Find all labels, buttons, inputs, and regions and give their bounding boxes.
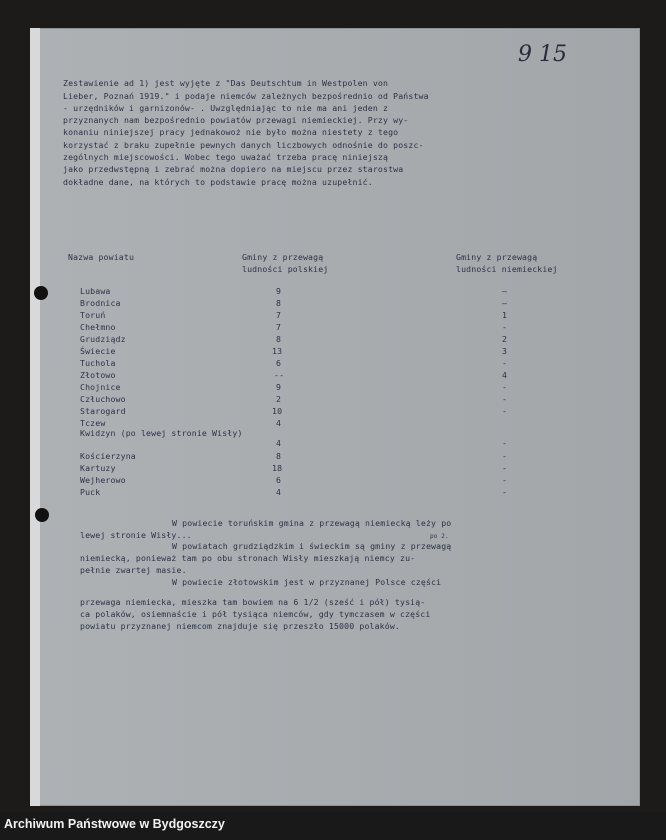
polish-count: 4 (276, 487, 282, 497)
county-name: Grudziądz (80, 334, 126, 344)
col-header-polish: Gminy z przewagą (242, 252, 324, 262)
county-name: Brodnica (80, 298, 121, 308)
col-header-german: ludności niemieckiej (456, 264, 558, 274)
german-count: - (502, 438, 508, 448)
intro-line: zególnych miejscowości. Wobec tego uważać trzeba pracę niniejszą (63, 152, 389, 162)
intro-line: Lieber, Poznań 1919." i podaje niemców zależnych bezpośrednio od Państwa (63, 91, 429, 101)
german-count: - (502, 382, 508, 392)
county-name: Człuchowo (80, 394, 126, 404)
intro-line: konaniu niniejszej pracy jednakowoż nie było można niestety z tego (63, 127, 399, 137)
german-count: - (502, 463, 508, 473)
county-name: Puck (80, 487, 101, 497)
intro-line: Zestawienie ad 1) jest wyjęte z "Das Deutschtum in Westpolen von (63, 78, 389, 88)
german-count: - (502, 406, 508, 416)
county-name: Złotowo (80, 370, 116, 380)
intro-line: dokładne dane, na których to podstawie pracę można uzupełnić. (63, 177, 373, 187)
polish-count: 8 (276, 298, 282, 308)
note-line: W powiatach grudziądzkim i świeckim są gminy z przewagą (172, 541, 452, 551)
page-edge (30, 28, 40, 806)
handwritten-page-number: 9 15 (518, 42, 567, 67)
county-name: Starogard (80, 406, 126, 416)
note-line: lewej stronie Wisły... (80, 530, 192, 540)
german-count: — (502, 286, 508, 296)
polish-count: 7 (276, 310, 282, 320)
polish-count: 6 (276, 475, 282, 485)
polish-count: 10 (272, 406, 283, 416)
german-count: - (502, 394, 508, 404)
county-name: Kwidzyn (po lewej stronie Wisły) (80, 428, 243, 438)
col-header-german: Gminy z przewagą (456, 252, 538, 262)
county-name: Wejherowo (80, 475, 126, 485)
note-line: ca polaków, osiemnaście i pół tysiąca niemców, gdy tymczasem w części (80, 609, 431, 619)
german-count: 4 (502, 370, 508, 380)
polish-count: 18 (272, 463, 283, 473)
note-line: powiatu przyznanej niemcom znajduje się przeszło 15000 polaków. (80, 621, 400, 631)
county-name: Kościerzyna (80, 451, 136, 461)
polish-count: -- (274, 370, 285, 380)
county-name: Toruń (80, 310, 106, 320)
note-line: przewaga niemiecka, mieszka tam bowiem na 6 1/2 (sześć i pół) tysią- (80, 597, 426, 607)
punch-hole-bottom (35, 508, 49, 522)
county-name: Świecie (80, 346, 116, 356)
county-name: Tuchola (80, 358, 116, 368)
county-name: Chojnice (80, 382, 121, 392)
note-line: niemiecką, ponieważ tam po obu stronach Wisły mieszkają niemcy zu- (80, 553, 416, 563)
polish-count: 8 (276, 451, 282, 461)
note-line: pełnie zwartej masie. (80, 565, 187, 575)
polish-count: 13 (272, 346, 283, 356)
german-count: — (502, 298, 508, 308)
german-count: - (502, 451, 508, 461)
intro-line: - urzędników i garnizonów- . Uwzględniając to nie ma ani jeden z (63, 103, 389, 113)
polish-count: 9 (276, 382, 282, 392)
county-name: Lubawa (80, 286, 111, 296)
col-header-polish: ludności polskiej (242, 264, 329, 274)
german-count: - (502, 322, 508, 332)
german-count: 2 (502, 334, 508, 344)
polish-count: 4 (276, 418, 282, 428)
county-name: Tczew (80, 418, 106, 428)
polish-count: 4 (276, 438, 282, 448)
note-line: W powiecie toruńskim gmina z przewagą niemiecką leży po (172, 518, 452, 528)
intro-line: korzystać z braku zupełnie pewnych danych liczbowych odnośnie do poszc- (63, 140, 424, 150)
punch-hole-top (34, 286, 48, 300)
polish-count: 9 (276, 286, 282, 296)
note-line: W powiecie złotowskim jest w przyznanej Polsce części (172, 577, 442, 587)
archive-footer (0, 812, 666, 840)
polish-count: 8 (276, 334, 282, 344)
german-count: 3 (502, 346, 508, 356)
county-name: Kartuzy (80, 463, 116, 473)
german-count: - (502, 475, 508, 485)
intro-line: jako przedwstępną i zebrać można dopiero na miejscu przez starostwa (63, 164, 404, 174)
german-count: - (502, 358, 508, 368)
archive-label: Archiwum Państwowe w Bydgoszczy (4, 817, 225, 831)
german-count: - (502, 487, 508, 497)
polish-count: 7 (276, 322, 282, 332)
polish-count: 2 (276, 394, 282, 404)
col-header-county: Nazwa powiatu (68, 252, 135, 262)
german-count: 1 (502, 310, 508, 320)
county-name: Chełmno (80, 322, 116, 332)
polish-count: 6 (276, 358, 282, 368)
intro-line: przyznanych nam bezpośrednio powiatów przewagi niemieckiej. Przy wy- (63, 115, 409, 125)
note-insertion: po 2. (430, 533, 449, 540)
